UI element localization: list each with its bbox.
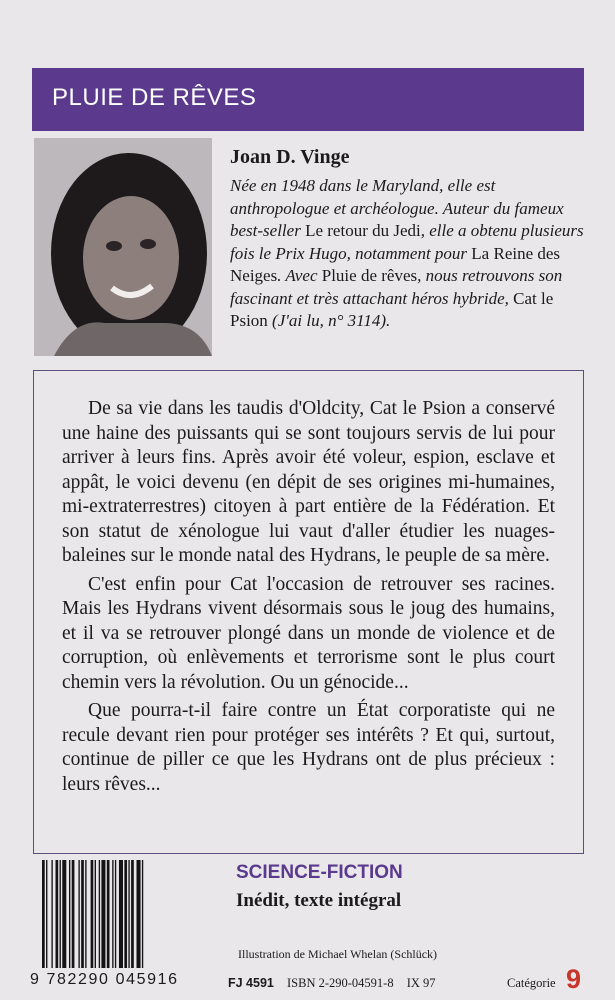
- barcode: [38, 860, 218, 975]
- barcode-bar: [119, 860, 123, 968]
- barcode-bar: [107, 860, 110, 968]
- illustration-credit: Illustration de Michael Whelan (Schlück): [238, 947, 438, 961]
- barcode-bar: [56, 860, 59, 968]
- author-bio-segment: Née en 1948 dans le Maryland, elle est anthropologue et archéologue. Auteur du fameux best-seller: [230, 176, 564, 240]
- title-band: [32, 68, 584, 131]
- edition-note: Inédit, texte intégral: [236, 890, 402, 911]
- isbn: ISBN 2-290-04591-8: [287, 976, 394, 990]
- barcode-bar: [72, 860, 75, 968]
- barcode-bar: [137, 860, 141, 968]
- author-bio-segment: . Avec: [277, 266, 322, 285]
- summary-paragraph: C'est enfin pour Cat l'occasion de retrouver ses racines. Mais les Hydrans vivent désormais sous le joug des humains, et il va se retrouver plongé dans un monde de violence et de corruption, où enlèvements et terrorisme sont le plus court chemin vers la révolution. Ou un génocide...: [62, 573, 555, 693]
- category-number: 9: [566, 964, 582, 994]
- summary-paragraph: Que pourra-t-il faire contre un État corporatiste qui ne recule devant rien pour protéger ses intérêts ? Et qui, surtout, continue de piller ce que les Hydrans ont de plus précieux : leurs rêves...: [62, 700, 555, 795]
- barcode-bar: [99, 860, 100, 968]
- barcode-bar: [95, 860, 96, 968]
- barcode-bar: [81, 860, 84, 968]
- author-portrait-image: [34, 138, 212, 356]
- author-bio-segment: , elle a obtenu plusieurs fois le Prix Hugo, notamment pour: [230, 221, 584, 263]
- barcode-bar: [91, 860, 94, 968]
- genre-label: SCIENCE-FICTION: [236, 862, 403, 883]
- barcode-bar: [60, 860, 61, 968]
- book-title: PLUIE DE RÊVES: [52, 84, 257, 111]
- author-photo: [34, 138, 212, 356]
- price-code: IX 97: [406, 976, 436, 990]
- barcode-bar: [46, 860, 47, 968]
- barcode-bar: [78, 860, 79, 968]
- barcode-bar: [142, 860, 143, 968]
- author-bio-segment: Le retour du Jedi: [305, 221, 421, 240]
- author-bio-segment: , nous retrouvons son fascinant et très attachant héros hybride,: [230, 266, 563, 308]
- barcode-bar: [85, 860, 86, 968]
- author-bio: [230, 175, 590, 333]
- barcode-bar: [69, 860, 70, 968]
- barcode-bar: [112, 860, 113, 968]
- barcode-bar: [115, 860, 116, 968]
- barcode-bar: [128, 860, 129, 968]
- author-block: [230, 146, 590, 333]
- author-bio-segment: Cat le Psion: [230, 288, 554, 330]
- author-name: Joan D. Vinge: [230, 146, 350, 168]
- catalog-code: FJ 4591: [228, 976, 274, 990]
- category-label: Catégorie: [507, 976, 556, 990]
- author-bio-segment: (J'ai lu, n° 3114).: [267, 311, 391, 330]
- summary-box: [33, 370, 584, 854]
- barcode-bar: [62, 860, 66, 968]
- barcode-bar: [51, 860, 52, 968]
- summary-paragraph: De sa vie dans les taudis d'Oldcity, Cat le Psion a conservé une haine des puissants qui se sont toujours servis de lui pour arriver à leurs fins. Après avoir été voleur, espion, esclave et appât, le voici devenu (en dépit de ses origines mi-humaines, mi-extraterrestres) citoyen à part entière de la Fédération. Et son statut de xénologue lui vaut d'aller étudier les nuages-baleines sur le monde natal des Hydrans, le peuple de sa mère.: [62, 398, 555, 566]
- author-bio-segment: Pluie de rêves: [321, 266, 418, 285]
- barcode-bar: [42, 860, 45, 968]
- barcode-bar: [131, 860, 134, 968]
- catalog-line: [228, 976, 446, 991]
- barcode-number: 9 782290 045916: [30, 971, 179, 988]
- author-bio-segment: La Reine des Neiges: [230, 243, 561, 285]
- barcode-bar: [101, 860, 105, 968]
- barcode-bar: [124, 860, 127, 968]
